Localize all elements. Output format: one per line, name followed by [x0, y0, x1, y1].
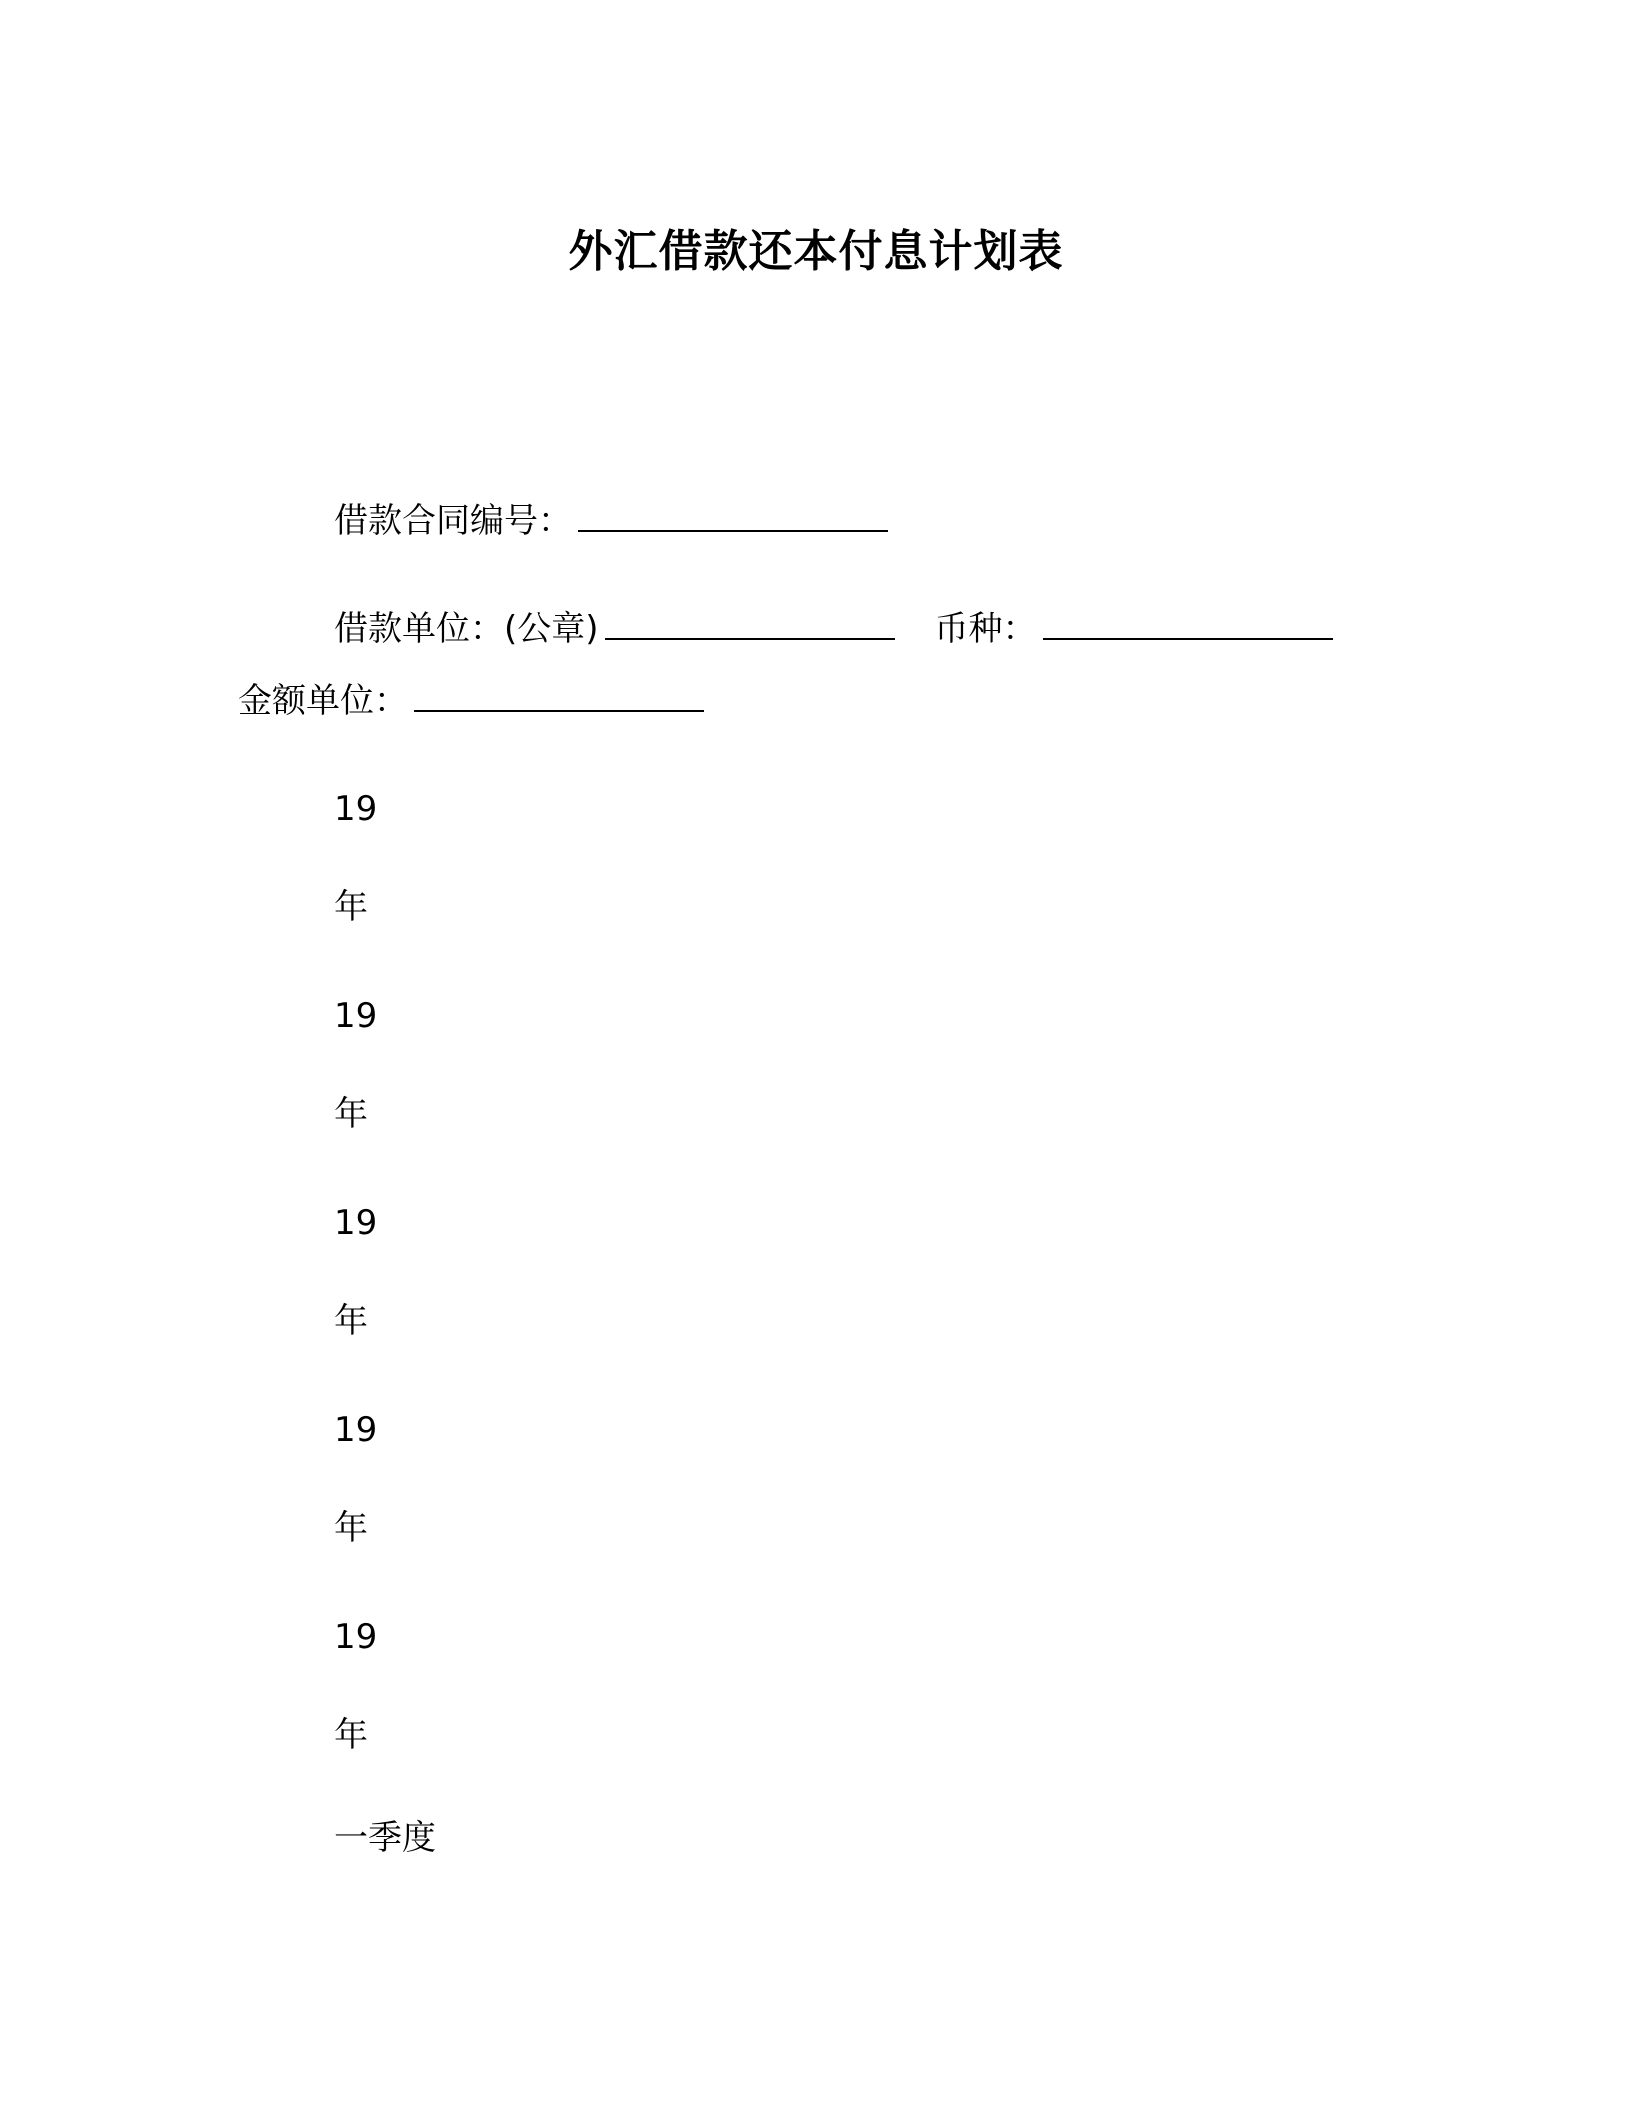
contract-number-blank — [578, 496, 888, 532]
schedule-year-unit: 年 — [334, 1715, 368, 1755]
schedule-year-number: 19 — [334, 996, 378, 1036]
schedule-year-unit: 年 — [334, 887, 368, 927]
currency-blank — [1043, 604, 1333, 640]
amount-unit-row — [238, 676, 704, 724]
schedule-year-number: 19 — [334, 1617, 378, 1657]
page-title: 外汇借款还本付息计划表 — [568, 226, 1064, 277]
currency-label: 币种： — [934, 609, 1037, 649]
borrower-blank — [605, 604, 895, 640]
quarter-label: 一季度 — [334, 1818, 436, 1858]
borrower-label: 借款单位：(公章) — [334, 609, 599, 649]
schedule-year-number: 19 — [334, 789, 378, 829]
schedule-year-unit: 年 — [334, 1508, 368, 1548]
borrower-currency-row — [334, 604, 1333, 652]
schedule-year-number: 19 — [334, 1410, 378, 1450]
schedule-year-number: 19 — [334, 1203, 378, 1243]
amount-unit-label: 金额单位： — [238, 681, 408, 721]
schedule-year-unit: 年 — [334, 1094, 368, 1134]
amount-unit-blank — [414, 676, 704, 712]
contract-number-label: 借款合同编号： — [334, 501, 572, 541]
schedule-year-unit: 年 — [334, 1301, 368, 1341]
contract-number-row — [334, 496, 888, 544]
